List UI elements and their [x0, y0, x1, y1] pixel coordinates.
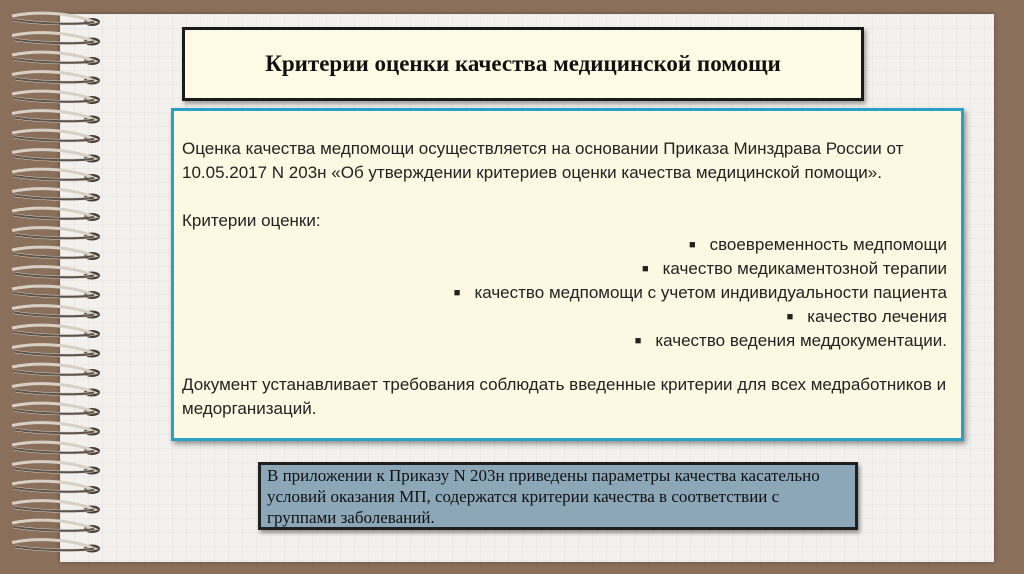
square-bullet-icon: ■: [786, 311, 794, 323]
criteria-item: ■ качество медпомощи с учетом индивидуальности пациента: [453, 283, 947, 302]
main-content-box: [171, 108, 964, 441]
square-bullet-icon: ■: [641, 263, 649, 275]
intro-paragraph: Оценка качества медпомощи осуществляется на основании Приказа Минздрава России от 10.05.2017 N 203н «Об утверждении критериев оценки качества медицинской помощи».: [182, 139, 904, 182]
title-box: [182, 27, 864, 101]
criteria-item: ■ своевременность медпомощи: [688, 235, 947, 254]
page-title: Критерии оценки качества медицинской помощи: [265, 51, 781, 76]
criteria-item: ■ качество лечения: [786, 307, 947, 326]
note-text: В приложении к Приказу N 203н приведены параметры качества касательно условий оказания МП, содержатся критерии качества в соответствии с группами заболеваний.: [267, 465, 820, 527]
square-bullet-icon: ■: [634, 335, 642, 347]
criteria-list: [182, 233, 951, 353]
square-bullet-icon: ■: [453, 287, 461, 299]
criteria-item: ■ качество ведения меддокументации.: [634, 331, 947, 350]
criteria-item: ■ качество медикаментозной терапии: [641, 259, 947, 278]
criteria-heading: Критерии оценки:: [182, 211, 321, 230]
conclusion-paragraph: Документ устанавливает требования соблюдать введенные критерии для всех медработников и медорганизаций.: [182, 375, 947, 418]
note-box: [258, 462, 858, 530]
square-bullet-icon: ■: [688, 239, 696, 251]
